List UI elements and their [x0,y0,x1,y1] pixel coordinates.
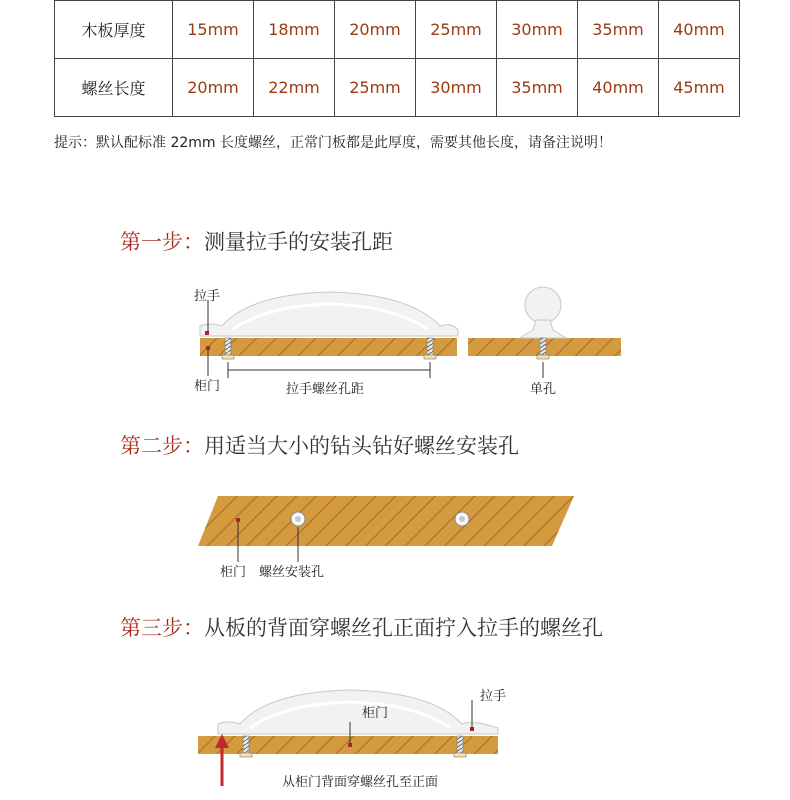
table-cell: 20mm [335,1,416,59]
label-door: 柜门 [362,706,389,721]
knob [525,287,561,323]
table-cell: 40mm [659,1,740,59]
label-handle: 拉手 [480,689,507,704]
step-2-number: 第二步： [120,434,204,458]
step-1-diagram [194,287,621,397]
label-door: 柜门 [220,565,247,580]
table-cell: 35mm [497,59,578,117]
screw-head [424,355,436,359]
hint-note: 提示：默认配标准 22mm 长度螺丝，正常门板都是此厚度，需要其他长度，请备注说明！ [54,135,612,151]
step-1-text: 测量拉手的安装孔距 [204,230,393,254]
table-cell: 45mm [659,59,740,117]
label-screw-hole: 螺丝安装孔 [259,565,325,580]
label-single-hole: 单孔 [530,382,557,397]
table-cell: 22mm [254,59,335,117]
step-3-text: 从板的背面穿螺丝孔正面拧入拉手的螺丝孔 [204,616,603,640]
step-2-text: 用适当大小的钻头钻好螺丝安装孔 [204,434,519,458]
door-board [198,496,574,546]
table-cell: 15mm [173,1,254,59]
step-1-number: 第一步： [120,230,204,254]
handle-shape [218,690,498,734]
screw-head [240,753,252,757]
row-header-board-thickness: 木板厚度 [55,1,173,59]
step-3-number: 第三步： [120,616,204,640]
table-cell: 18mm [254,1,335,59]
screw-head [222,355,234,359]
table-cell: 20mm [173,59,254,117]
table-cell: 40mm [578,59,659,117]
screw [457,736,463,754]
door-board [200,338,457,356]
step-3-diagram [198,688,506,790]
label-hole-distance: 拉手螺丝孔距 [286,382,365,397]
table-cell: 30mm [497,1,578,59]
screw [427,338,433,356]
screw [540,338,546,356]
handle-shape [200,292,458,336]
label-handle: 拉手 [194,289,221,304]
screw-head [454,753,466,757]
table-cell: 35mm [578,1,659,59]
label-insert-from-back: 从柜门背面穿螺丝孔至正面 [282,775,439,790]
screw [243,736,249,754]
label-door: 柜门 [194,379,221,394]
table-cell: 25mm [335,59,416,117]
screw [225,338,231,356]
step-2-diagram [198,496,574,580]
table-cell: 30mm [416,59,497,117]
row-header-screw-length: 螺丝长度 [55,59,173,117]
screw-head [537,355,549,359]
table-cell: 25mm [416,1,497,59]
